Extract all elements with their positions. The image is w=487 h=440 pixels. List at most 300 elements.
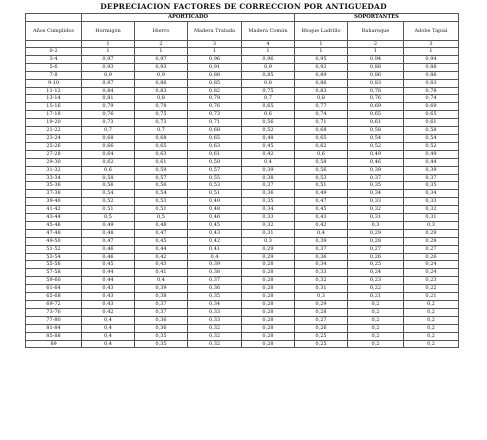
table-row [26,79,459,87]
age-range-cell: 0-2 [26,48,82,56]
factor-cell: 0,54 [135,190,188,198]
age-range-cell: 17-18 [26,111,82,119]
factor-cell: 0,35 [135,340,188,348]
factor-cell: 0,81 [82,95,135,103]
table-row [26,158,459,166]
factor-cell: 0,74 [295,111,348,119]
factor-cell: 0,2 [348,301,404,309]
column-code: 4 [242,41,295,48]
page-title: DEPRECIACION FACTORES DE CORRECCION POR ANTIGUEDAD [100,2,387,11]
factor-cell: 0,66 [82,142,135,150]
factor-cell: 0,93 [135,63,188,71]
column-header: Bahareque [348,22,404,41]
factor-cell: 0,59 [135,166,188,174]
factor-cell: 0,96 [242,55,295,63]
age-range-cell: 49-50 [26,237,82,245]
factor-cell: 0,59 [188,158,242,166]
factor-cell: 0,52 [404,142,459,150]
factor-cell: 0,39 [242,166,295,174]
group-header-soportantes: SOPORTANTES [295,14,459,22]
factor-cell: 0,54 [404,134,459,142]
age-range-cell: 31-32 [26,166,82,174]
factor-cell: 0,56 [82,182,135,190]
factor-cell: 0,36 [242,190,295,198]
factor-cell: 0,23 [404,277,459,285]
factor-cell: 0,56 [135,182,188,190]
factor-cell: 0,25 [295,340,348,348]
table-row [26,324,459,332]
factor-cell: 1 [404,48,459,56]
factor-cell: 0,33 [242,214,295,222]
table-row [26,87,459,95]
factor-cell: 0,48 [188,206,242,214]
factor-cell: 0,45 [188,221,242,229]
factor-cell: 0,35 [348,182,404,190]
factor-cell: 0,39 [404,166,459,174]
table-row [26,285,459,293]
factor-cell: 0,92 [295,63,348,71]
factor-cell: 0,36 [188,285,242,293]
age-range-cell: 53-54 [26,253,82,261]
table-row [26,95,459,103]
factor-cell: 0,2 [348,316,404,324]
factor-cell: 0,84 [82,87,135,95]
group-header-aporticado: APORTICADO [82,14,295,22]
factor-cell: 0,44 [82,277,135,285]
age-range-cell: 39-40 [26,198,82,206]
factor-cell: 0,76 [188,103,242,111]
factor-cell: 0,39 [135,285,188,293]
factor-cell: 0,73 [188,111,242,119]
age-range-cell: 25-26 [26,142,82,150]
age-range-cell: 3-4 [26,55,82,63]
table-row [26,150,459,158]
factor-cell: 0,28 [404,237,459,245]
factor-cell: 0,2 [404,316,459,324]
factor-cell: 0,86 [295,79,348,87]
factor-cell: 0,54 [82,190,135,198]
factor-cell: 0,52 [82,198,135,206]
factor-cell: 0,34 [348,190,404,198]
factor-cell: 0,28 [242,301,295,309]
column-header-row [26,22,459,41]
factor-cell: 0,28 [242,285,295,293]
factor-cell: 0,28 [242,308,295,316]
factor-cell: 0,31 [242,229,295,237]
factor-cell: 0,61 [135,158,188,166]
factor-cell: 0,28 [242,340,295,348]
age-range-cell: 73-76 [26,308,82,316]
factor-cell: 0,58 [295,158,348,166]
factor-cell: 0,57 [188,166,242,174]
factor-cell: 0,58 [404,127,459,135]
factor-cell: 0,43 [295,214,348,222]
factor-cell: 0,28 [242,332,295,340]
factor-cell: 0,62 [295,142,348,150]
factor-cell: 0,38 [188,269,242,277]
group-header-row [26,14,459,22]
factor-cell: 0,5 [82,214,135,222]
factor-cell: 0,87 [82,79,135,87]
factor-cell: 0,65 [242,103,295,111]
table-row [26,182,459,190]
factor-cell: 0,41 [135,269,188,277]
age-range-cell: 27-28 [26,150,82,158]
factor-cell: 0,39 [348,166,404,174]
factor-cell: 0,48 [135,221,188,229]
factor-cell: 0,29 [242,245,295,253]
factor-cell: 0,62 [82,158,135,166]
factor-cell: 0,56 [242,119,295,127]
age-range-cell: 21-22 [26,127,82,135]
factor-cell: 0,5 [135,214,188,222]
factor-cell: 0,42 [82,308,135,316]
table-row [26,237,459,245]
factor-cell: 0,48 [242,134,295,142]
factor-cell: 0,4 [82,332,135,340]
factor-cell: 0,85 [242,71,295,79]
age-range-cell: 11-12 [26,87,82,95]
factor-cell: 0,8 [242,79,295,87]
factor-cell: 0,32 [242,221,295,229]
factor-cell: 0,51 [82,206,135,214]
column-code: 3 [404,41,459,48]
column-header: Hormigón [82,22,135,41]
factor-cell: 0,22 [404,285,459,293]
age-range-cell: 33-34 [26,174,82,182]
factor-cell: 0,56 [295,166,348,174]
table-row [26,301,459,309]
factor-cell: 0,47 [295,198,348,206]
factor-cell: 0,8 [295,95,348,103]
factor-cell: 0,61 [404,119,459,127]
factor-cell: 0,75 [242,87,295,95]
age-range-cell: 15-16 [26,103,82,111]
factor-cell: 0,73 [82,119,135,127]
table-row [26,261,459,269]
age-range-cell: 5-6 [26,63,82,71]
factor-cell: 0,37 [135,308,188,316]
factor-cell: 0,26 [404,253,459,261]
factor-cell: 0,69 [348,103,404,111]
factor-cell: 0,88 [188,71,242,79]
factor-cell: 0,47 [135,229,188,237]
factor-cell: 1 [348,48,404,56]
factor-cell: 0,71 [295,119,348,127]
age-range-cell: 69-72 [26,301,82,309]
age-range-cell: 43-44 [26,214,82,222]
factor-cell: 0,9 [242,63,295,71]
factor-cell: 0,53 [188,182,242,190]
factor-cell: 0,61 [348,119,404,127]
table-row [26,174,459,182]
factor-cell: 0,44 [135,245,188,253]
factor-cell: 0,71 [188,119,242,127]
factor-cell: 0,68 [188,127,242,135]
table-body [26,48,459,348]
factor-cell: 0,42 [242,150,295,158]
table-row [26,277,459,285]
column-header: Adobe Tapial [404,22,459,41]
factor-cell: 1 [82,48,135,56]
factor-cell: 0,37 [188,277,242,285]
factor-cell: 0,65 [135,142,188,150]
factor-cell: 0,29 [348,229,404,237]
table-row [26,142,459,150]
factor-cell: 0,39 [295,237,348,245]
factor-cell: 0,21 [404,293,459,301]
factor-cell: 0,96 [188,55,242,63]
group-header-empty [26,14,82,22]
factor-cell: 0,2 [404,308,459,316]
factor-cell: 0,49 [348,150,404,158]
factor-cell: 0,42 [295,221,348,229]
factor-cell: 0,7 [135,127,188,135]
factor-cell: 0,2 [404,324,459,332]
factor-cell: 0,37 [404,174,459,182]
factor-cell: 0,8 [135,95,188,103]
factor-cell: 0,78 [404,87,459,95]
factor-cell: 0,31 [348,214,404,222]
table-row [26,166,459,174]
column-code-empty [26,41,82,48]
factor-cell: 0,32 [188,332,242,340]
factor-cell: 0,45 [135,237,188,245]
factor-cell: 0,43 [188,229,242,237]
factor-cell: 0,3 [404,221,459,229]
factor-cell: 0,68 [135,134,188,142]
column-code: 2 [348,41,404,48]
factor-cell: 0,2 [404,340,459,348]
factor-cell: 0,49 [404,150,459,158]
column-header: Madera Tratada [188,22,242,41]
age-range-cell: 13-14 [26,95,82,103]
factor-cell: 0,4 [295,229,348,237]
factor-cell: 0,54 [348,134,404,142]
factor-cell: 0,43 [135,261,188,269]
age-range-cell: 47-48 [26,229,82,237]
factor-cell: 0,33 [188,316,242,324]
table-row [26,316,459,324]
factor-cell: 0,45 [82,261,135,269]
factor-cell: 0,46 [188,214,242,222]
factor-cell: 0,24 [348,269,404,277]
column-header: Madera Común [242,22,295,41]
factor-cell: 0,4 [135,277,188,285]
factor-cell: 0,95 [295,55,348,63]
table-row [26,111,459,119]
factor-cell: 0,86 [348,71,404,79]
column-code: 3 [188,41,242,48]
factor-cell: 1 [135,48,188,56]
factor-cell: 0,29 [295,301,348,309]
factor-cell: 0,3 [348,221,404,229]
factor-cell: 0,26 [295,324,348,332]
age-range-cell: 45-46 [26,221,82,229]
column-header: Hierro [135,22,188,41]
factor-cell: 0,91 [188,63,242,71]
table-row [26,190,459,198]
factor-cell: 0,41 [188,245,242,253]
factor-cell: 1 [295,48,348,56]
factor-cell: 0,79 [188,95,242,103]
factor-cell: 0,34 [295,261,348,269]
table-row [26,55,459,63]
factor-cell: 0,45 [295,206,348,214]
factor-cell: 0,49 [188,198,242,206]
age-range-cell: 29-30 [26,158,82,166]
factor-cell: 0,9 [135,71,188,79]
factor-cell: 0,28 [348,237,404,245]
factor-cell: 0,32 [188,324,242,332]
factor-cell: 0,28 [242,293,295,301]
factor-cell: 0,2 [348,308,404,316]
factor-cell: 0,93 [82,63,135,71]
factor-cell: 0,2 [348,340,404,348]
factor-cell: 0,34 [404,190,459,198]
factor-cell: 0,7 [242,95,295,103]
factor-cell: 0,4 [82,340,135,348]
factor-cell: 0,43 [82,285,135,293]
factor-cell: 0,35 [404,182,459,190]
factor-cell: 0,68 [295,127,348,135]
factor-cell: 0,2 [404,301,459,309]
table-row [26,245,459,253]
age-range-cell: 57-58 [26,269,82,277]
factor-cell: 0,37 [348,174,404,182]
factor-cell: 0,88 [404,63,459,71]
factor-cell: 0,32 [188,340,242,348]
factor-cell: 0,86 [135,79,188,87]
factor-cell: 0,32 [348,206,404,214]
factor-cell: 0,94 [404,55,459,63]
factor-cell: 0,68 [82,134,135,142]
factor-cell: 0,33 [404,198,459,206]
factor-cell: 0,31 [295,285,348,293]
factor-cell: 0,83 [348,79,404,87]
factor-cell: 0,52 [242,127,295,135]
factor-cell: 0,37 [242,182,295,190]
age-range-cell: 7-8 [26,71,82,79]
factor-cell: 0,2 [348,332,404,340]
factor-cell: 0,65 [188,134,242,142]
factor-cell: 0,35 [242,198,295,206]
factor-cell: 0,97 [82,55,135,63]
factor-cell: 0,44 [82,269,135,277]
factor-cell: 0,79 [82,103,135,111]
factor-cell: 0,38 [135,293,188,301]
factor-cell: 0,4 [242,158,295,166]
factor-cell: 0,85 [188,79,242,87]
factor-cell: 0,53 [135,198,188,206]
factor-cell: 0,2 [404,332,459,340]
factor-cell: 0,36 [135,324,188,332]
factor-cell: 0,6 [82,166,135,174]
factor-cell: 0,58 [82,174,135,182]
factor-cell: 0,75 [135,111,188,119]
factor-cell: 0,57 [135,174,188,182]
factor-cell: 0,46 [348,158,404,166]
factor-cell: 0,9 [82,71,135,79]
factor-cell: 0,73 [135,119,188,127]
factor-cell: 0,35 [135,332,188,340]
factor-cell: 0,43 [82,293,135,301]
factor-cell: 0,34 [188,301,242,309]
factor-cell: 0,42 [188,237,242,245]
age-range-cell: 85-88 [26,332,82,340]
column-code-row [26,41,459,48]
table-row [26,308,459,316]
column-code: 1 [82,41,135,48]
factor-cell: 0,42 [135,253,188,261]
factor-cell: 0,53 [295,174,348,182]
factor-cell: 0,31 [404,214,459,222]
factor-cell: 0,32 [404,206,459,214]
factor-cell: 0,4 [188,253,242,261]
age-range-cell: 37-38 [26,190,82,198]
age-range-cell: 35-36 [26,182,82,190]
age-range-cell: 59-60 [26,277,82,285]
age-range-cell: 65-68 [26,293,82,301]
factor-cell: 0,25 [348,261,404,269]
age-range-cell: 81-84 [26,324,82,332]
factor-cell: 0,46 [82,245,135,253]
factor-cell: 0,29 [404,229,459,237]
factor-cell: 0,37 [295,245,348,253]
table-row [26,206,459,214]
factor-cell: 0,7 [82,127,135,135]
factor-cell: 0,63 [135,150,188,158]
factor-cell: 0,58 [348,127,404,135]
table-row [26,269,459,277]
factor-cell: 0,49 [82,221,135,229]
factor-cell: 0,76 [82,111,135,119]
table-row [26,332,459,340]
table-row [26,119,459,127]
factor-cell: 0,35 [188,293,242,301]
factor-cell: 0,77 [295,103,348,111]
age-range-cell: 77-80 [26,316,82,324]
factor-cell: 0,48 [82,229,135,237]
table-row [26,340,459,348]
factor-cell: 0,45 [242,142,295,150]
factor-cell: 0,43 [82,301,135,309]
factor-cell: 0,4 [82,316,135,324]
depreciation-table [25,13,459,348]
factor-cell: 0,64 [82,150,135,158]
age-range-cell: 9-10 [26,79,82,87]
table-row [26,253,459,261]
column-header: Bloque Ladrillo [295,22,348,41]
factor-cell: 0,36 [135,316,188,324]
factor-cell: 0,3 [242,237,295,245]
factor-cell: 0,38 [242,174,295,182]
factor-cell: 0,86 [404,71,459,79]
age-range-cell: 51-52 [26,245,82,253]
factor-cell: 0,28 [242,324,295,332]
factor-cell: 0,46 [82,253,135,261]
table-row [26,221,459,229]
factor-cell: 0,61 [188,150,242,158]
factor-cell: 0,37 [135,301,188,309]
age-range-cell: 23-24 [26,134,82,142]
factor-cell: 0,52 [348,142,404,150]
factor-cell: 0,22 [348,285,404,293]
factor-cell: 0,24 [404,261,459,269]
table-row [26,293,459,301]
factor-cell: 0,23 [348,277,404,285]
factor-cell: 0,78 [135,103,188,111]
